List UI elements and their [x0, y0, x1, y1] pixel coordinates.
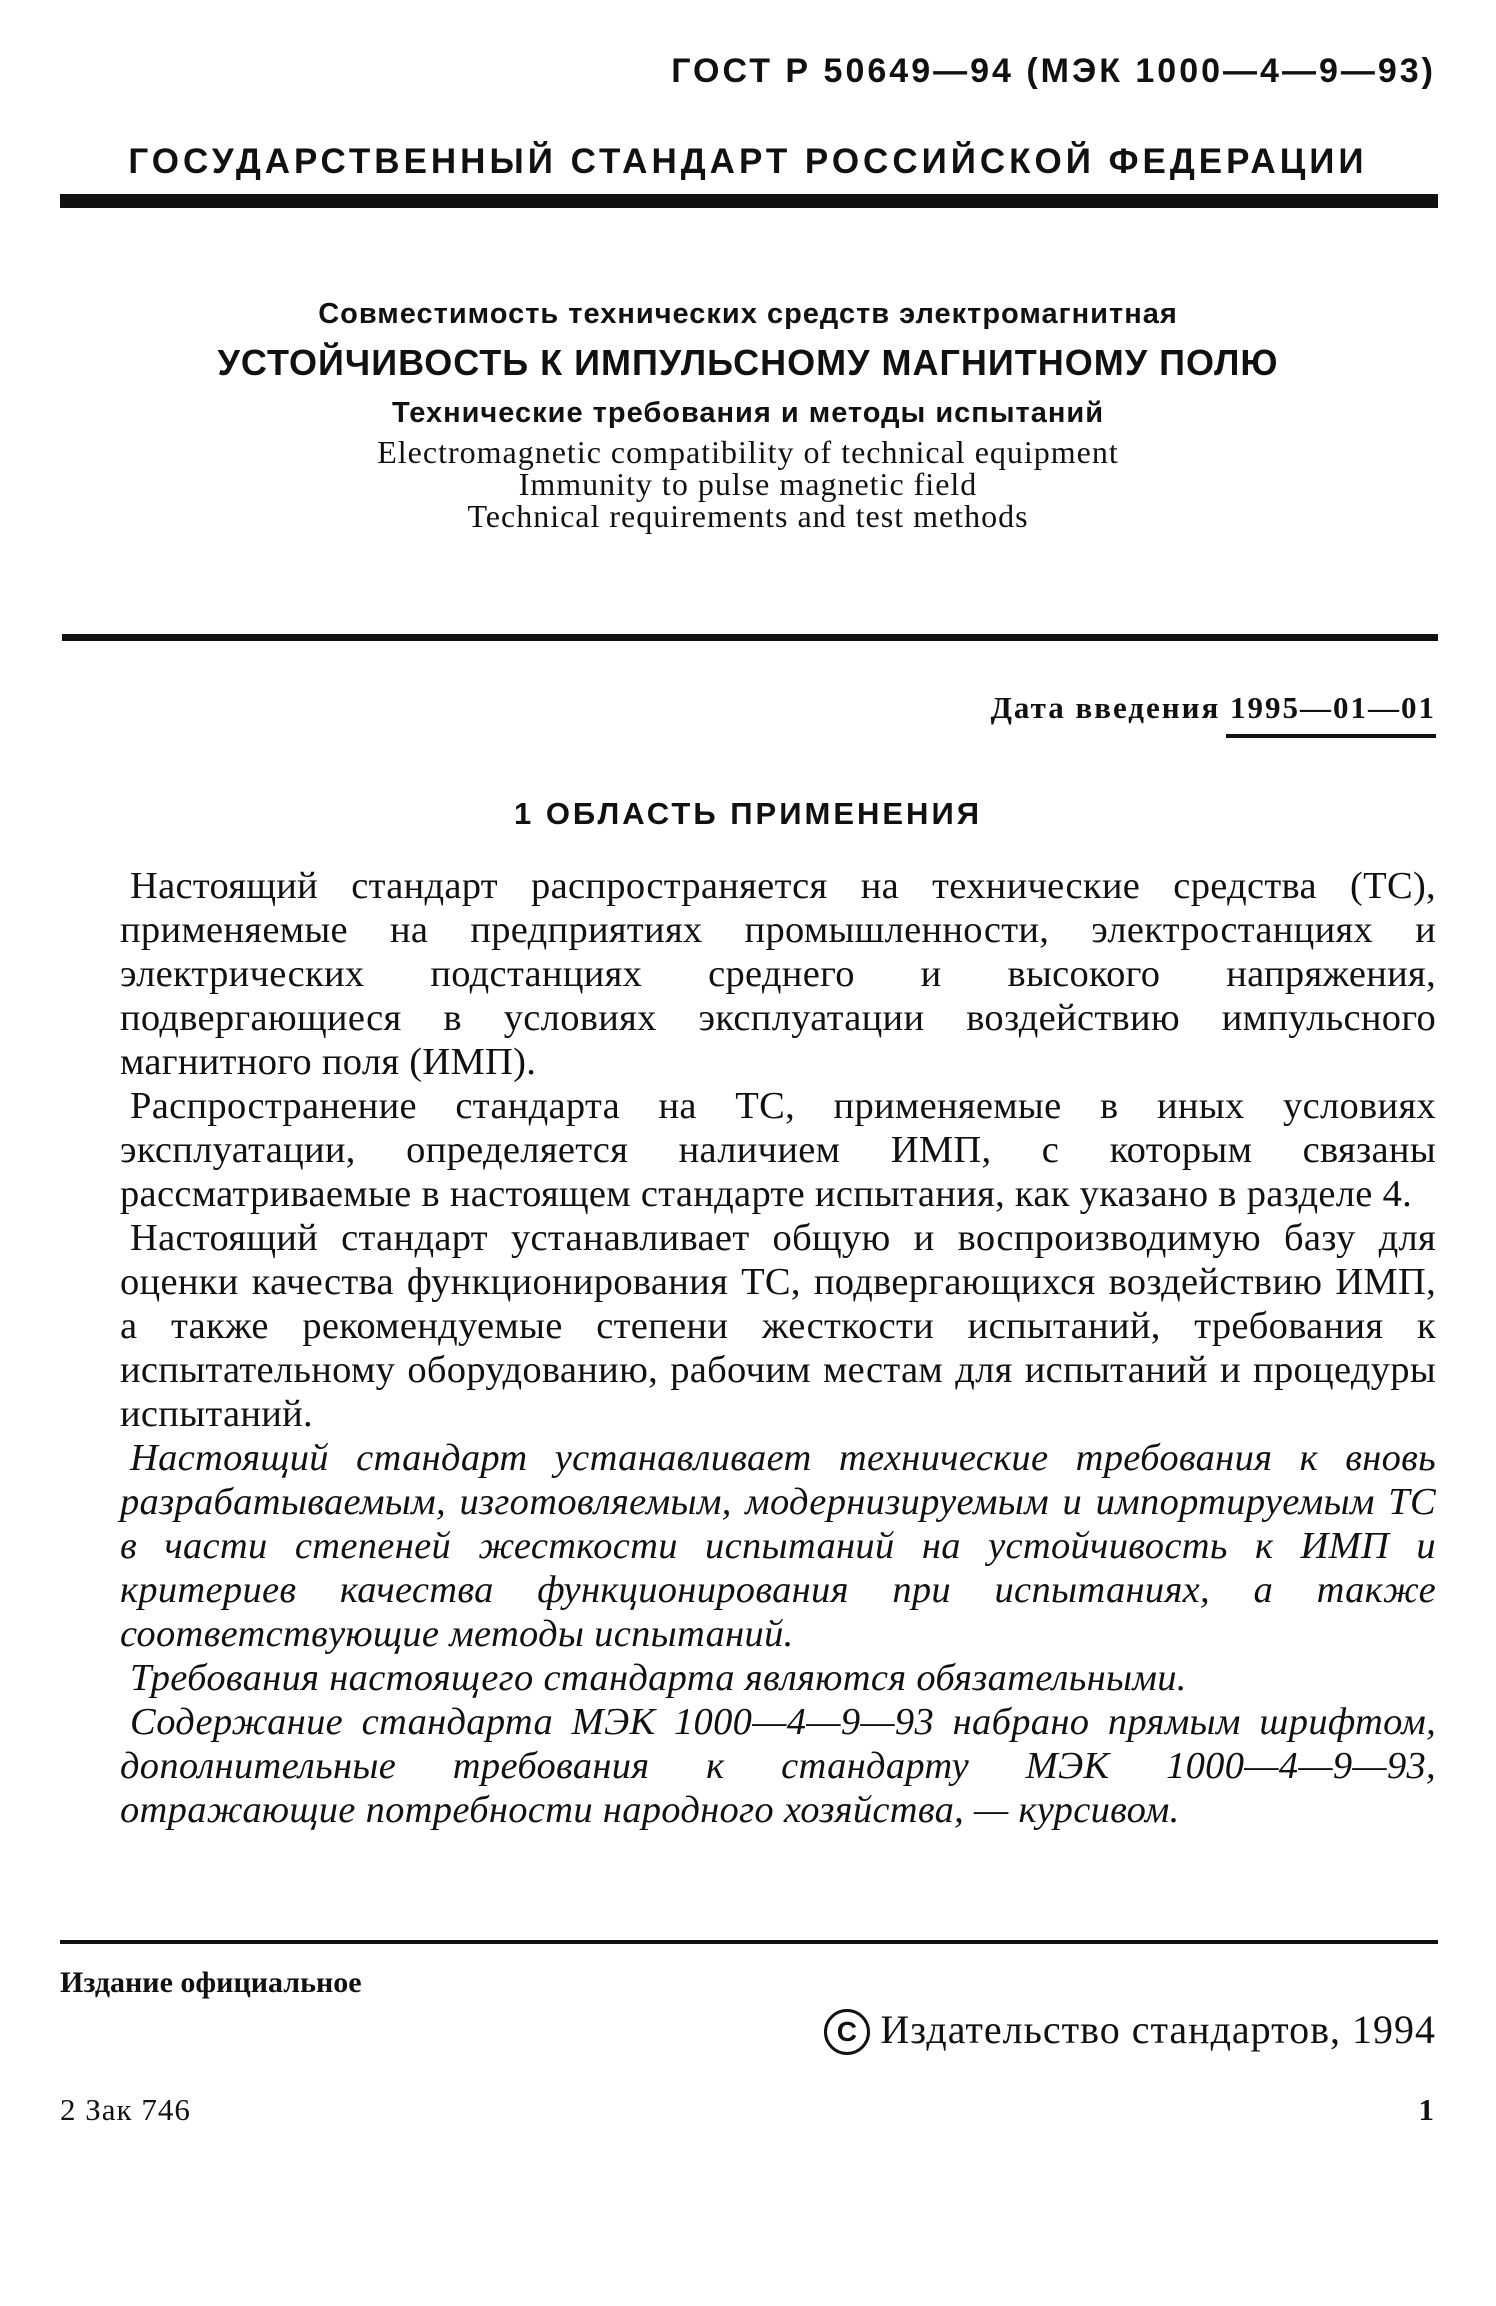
- footer-rule: [60, 1940, 1438, 1944]
- order-number: 2 Зак 746: [60, 2092, 191, 2127]
- title-en-line-3: Technical requirements and test methods: [467, 498, 1029, 534]
- intro-date: [991, 690, 1436, 726]
- edition-label: Издание официальное: [60, 1966, 362, 1999]
- section-heading: 1 ОБЛАСТЬ ПРИМЕНЕНИЯ: [513, 796, 983, 831]
- paragraph-italic: Содержание стандарта МЭК 1000—4—9—93 набрано прямым шрифтом, дополнительные требования к стандарту МЭК 1000—4—9—93, отражающие потребности народного хозяйства, — курсивом.: [120, 1701, 1436, 1831]
- intro-date-value: 1995—01—01: [1230, 690, 1436, 725]
- date-underline: [1226, 734, 1436, 738]
- paragraph-italic: Требования настоящего стандарта являются обязательными.: [130, 1657, 1187, 1699]
- document-code: ГОСТ Р 50649—94 (МЭК 1000—4—9—93): [671, 52, 1436, 90]
- title-line-1: Совместимость технических средств электромагнитная: [318, 298, 1178, 330]
- title-en-line-1: Electromagnetic compatibility of technical equipment: [377, 434, 1119, 470]
- copyright: [824, 2006, 1436, 2055]
- title-block: [60, 292, 1436, 532]
- paragraph-italic: Настоящий стандарт устанавливает технические требования к вновь разрабатываемым, изготовляемым, модернизируемым и импортируемым ТС в части степеней жесткости испытаний на устойчивость к ИМП и критериев качества функционирования при испытаниях, а также соответствующие методы испытаний.: [120, 1437, 1436, 1655]
- title-subtitle: Технические требования и методы испытаний: [391, 397, 1105, 429]
- title-en-line-2: Immunity to pulse magnetic field: [518, 466, 978, 502]
- paragraph: Распространение стандарта на ТС, применяемые в иных условиях эксплуатации, определяется наличием ИМП, с которым связаны рассматриваемые в настоящем стандарте испытания, как указано в разделе 4.: [120, 1085, 1436, 1215]
- copyright-icon: C: [824, 2009, 870, 2055]
- title-rule: [62, 634, 1438, 641]
- title-main: УСТОЙЧИВОСТЬ К ИМПУЛЬСНОМУ МАГНИТНОМУ ПОЛЮ: [217, 342, 1279, 383]
- page-number: 1: [1418, 2092, 1434, 2127]
- copyright-text: Издательство стандартов, 1994: [880, 2007, 1436, 2052]
- section-body: [120, 864, 1436, 1832]
- state-standard-heading: ГОСУДАРСТВЕННЫЙ СТАНДАРТ РОССИЙСКОЙ ФЕДЕРАЦИИ: [128, 142, 1368, 181]
- paragraph: Настоящий стандарт устанавливает общую и воспроизводимую базу для оценки качества функционирования ТС, подвергающихся воздействию ИМП, а также рекомендуемые степени жесткости испытаний, требования к испытательному оборудованию, рабочим местам для испытаний и процедуры испытаний.: [120, 1217, 1436, 1435]
- header-rule: [60, 194, 1438, 208]
- paragraph: Настоящий стандарт распространяется на технические средства (ТС), применяемые на предприятиях промышленности, электростанциях и электрических подстанциях среднего и высокого напряжения, подвергающиеся в условиях эксплуатации воздействию импульсного магнитного поля (ИМП).: [120, 865, 1436, 1083]
- intro-date-label: Дата введения: [990, 690, 1221, 725]
